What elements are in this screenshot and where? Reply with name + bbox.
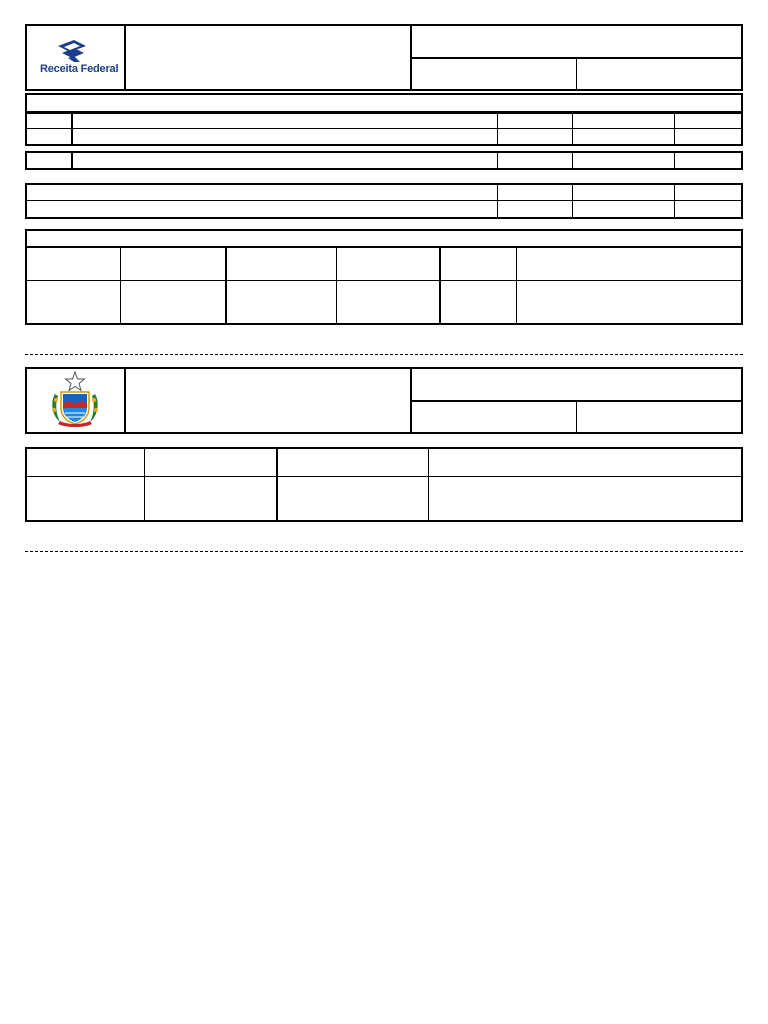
top-table-a-col-3 [572, 112, 573, 146]
bottom-table-col-1 [144, 447, 145, 522]
top-table-a-col-2 [497, 112, 498, 146]
cut-line-1 [25, 354, 743, 355]
top-table-d-col-3 [336, 246, 337, 325]
top-table-d-col-2 [225, 246, 227, 325]
top-table-a-row-divider [25, 128, 743, 129]
top-table-d-col-5 [516, 246, 517, 325]
receita-federal-logo-text: Receita Federal [40, 63, 119, 75]
top-table-b-col-1 [71, 151, 73, 170]
top-header-right-cell-divider [576, 57, 577, 91]
top-table-d-row-divider [25, 280, 743, 281]
cut-line-2 [25, 551, 743, 552]
state-coat-of-arms-icon [46, 370, 104, 430]
top-table-a-col-1 [71, 112, 73, 146]
top-table-c-row-divider [25, 200, 743, 201]
top-table-c-col-1 [497, 183, 498, 219]
top-table-b-col-4 [674, 151, 675, 170]
top-table-a [25, 112, 743, 146]
bottom-header-right-cell-divider [576, 400, 577, 434]
top-table-d-col-4 [439, 246, 441, 325]
top-table-c [25, 183, 743, 219]
top-table-b [25, 151, 743, 170]
bottom-header-divider-logo [124, 367, 126, 434]
bottom-table-col-3 [428, 447, 429, 522]
top-table-d-col-1 [120, 246, 121, 325]
top-table-d-title-divider [25, 246, 743, 248]
top-table-c-col-3 [674, 183, 675, 219]
top-table-a-col-4 [674, 112, 675, 146]
top-table-b-col-3 [572, 151, 573, 170]
receita-federal-emblem-icon [54, 38, 90, 64]
top-header-divider-logo [124, 24, 126, 91]
top-table-c-col-2 [572, 183, 573, 219]
bottom-table-col-2 [276, 447, 278, 522]
top-table-d [25, 229, 743, 325]
top-table-b-col-2 [497, 151, 498, 170]
bottom-table-row-divider [25, 476, 743, 477]
top-section-title-bar [25, 93, 743, 113]
bottom-table [25, 447, 743, 522]
